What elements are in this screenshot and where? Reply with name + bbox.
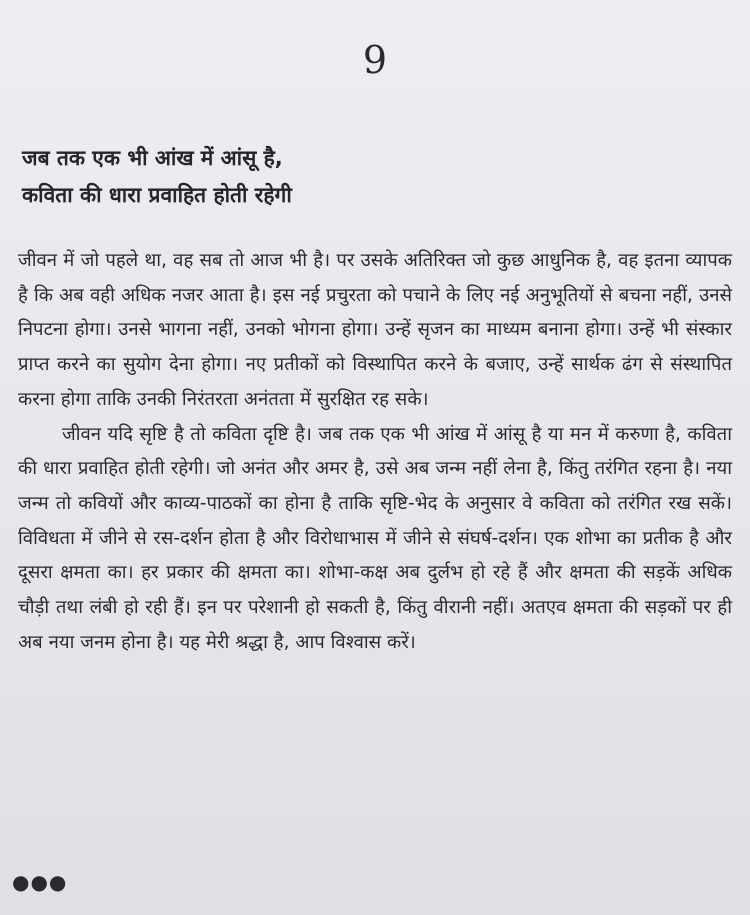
chapter-title <box>22 140 622 214</box>
chapter-title-line-1: जब तक एक भी आंख में आंसू है, <box>22 146 283 170</box>
chapter-number: 9 <box>362 38 388 82</box>
body-paragraph-1: जीवन में जो पहले था, वह सब तो आज भी है। पर उसके अतिरिक्त जो कुछ आधुनिक है, वह इतना व्यापक है कि अब वही अधिक नजर आता है। इस नई प्रचुरता को पचाने के लिए नई अनुभूतियों से बचना नहीं, उनसे निपटना होगा। उनसे भागना नहीं, उनको भोगना होगा। उन्हें सृजन का माध्यम बनाना होगा। उन्हें भी संस्कार प्राप्त करने का सुयोग देना होगा। नए प्रतीकों को विस्थापित करने के बजाए, उन्हें सार्थक ढंग से संस्थापित करना होगा ताकि उनकी निरंतरता अनंतता में सुरक्षित रह सके। <box>18 250 732 410</box>
section-end-dots-icon: ●●● <box>12 870 68 894</box>
chapter-body <box>18 244 732 660</box>
body-paragraph-2: जीवन यदि सृष्टि है तो कविता दृष्टि है। जब तक एक भी आंख में आंसू है या मन में करुणा है, कविता की धारा प्रवाहित होती रहेगी। जो अनंत और अमर है, उसे अब जन्म नहीं लेना है, किंतु तरंगित रहना है। नया जन्म तो कवियों और काव्य-पाठकों का होना है ताकि सृष्टि-भेद के अनुसार वे कविता को तरंगित रख सकें। विविधता में जीने से रस-दर्शन होता है और विरोधाभास में जीने से संघर्ष-दर्शन। एक शोभा का प्रतीक है और दूसरा क्षमता का। हर प्रकार की क्षमता का। शोभा-कक्ष अब दुर्लभ हो रहे हैं और क्षमता की सड़कें अधिक चौड़ी तथा लंबी हो रही हैं। इन पर परेशानी हो सकती है, किंतु वीरानी नहीं। अतएव क्षमता की सड़कों पर ही अब नया जनम होना है। यह मेरी श्रद्धा है, आप विश्वास करें। <box>18 423 732 653</box>
chapter-title-line-2: कविता की धारा प्रवाहित होती रहेगी <box>22 183 292 207</box>
